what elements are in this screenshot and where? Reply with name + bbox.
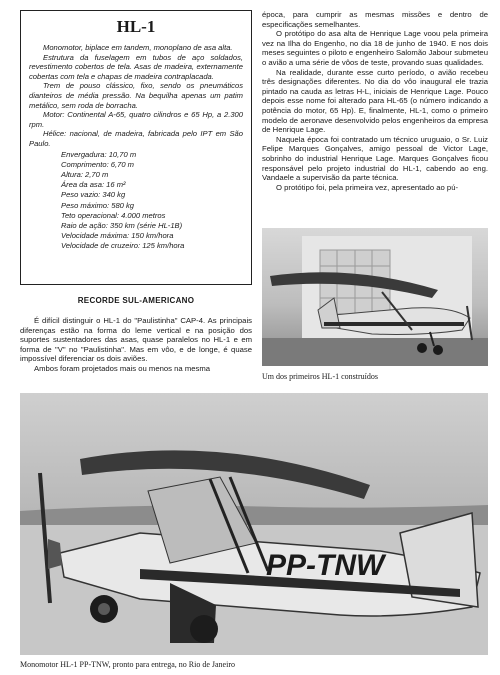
aircraft-photo-hangar [262, 228, 488, 366]
aircraft-hangar-illustration [262, 228, 488, 366]
fuselage-stripe [324, 322, 464, 326]
photo-caption: Um dos primeiros HL-1 construídos [262, 372, 378, 381]
spec-row: Velocidade máxima: 150 km/hora [61, 231, 174, 241]
spec-box [20, 10, 252, 285]
spec-paragraph: Trem de pouso clássico, fixo, sendo os pneumáticos dianteiros de média pressão. Na bequilha apenas um patim metálico, sem roda de borracha. [29, 81, 243, 110]
spec-row: Peso vazio: 340 kg [61, 190, 126, 200]
article-paragraph: Na realidade, durante esse curto período, o avião recebeu três designações diferentes. No dia do vôo inaugural ele trazia pintado na cauda as letras H-L, iniciais de Henrique Lage. Pouco depois esse nome foi alterado para HL-65 (o número indicando a potência do motor, 65 Hp). E, finalmente, HL-1, como o primeiro modelo de aeronave desenvolvido pelos engenheiros da empresa de Henrique Lage. [262, 67, 488, 135]
article-paragraph: É difícil distinguir o HL-1 do "Paulistinha" CAP-4. As principais diferenças estão na forma do leme vertical e na posição dos suportes sustentadores das asas, quase paralelos no HL-1 e em forma de "V" no "Paulistinha". Mas em vôo, e de longe, é quase impossível diferenciar os dois aviões. [20, 316, 252, 364]
spec-paragraph: Monomotor, biplace em tandem, monoplano de asa alta. [43, 43, 233, 52]
spec-row: Raio de ação: 350 km (série HL-1B) [61, 220, 183, 230]
article-paragraph: O protótipo do asa alta de Henrique Lage voou pela primeira vez na Ilha do Engenho, no dia 18 de junho de 1940. E nos dois meses seguintes o piloto e engenheiro Salomão Jabour submeteu o avião a uma série de vôos de teste, provando suas qualidades. [262, 29, 488, 67]
article-paragraph: Naquela época foi contratado um técnico uruguaio, o Sr. Luiz Felipe Marques Gonçalves, amigo pessoal de Victor Lage, sobrinho do industrial Henrique Lage. Marques Gonçalves ficou responsável pelo projeto industrial do HL-1, cabendo ao eng. Vandaele a supervisão da parte técnica. [262, 134, 488, 183]
left-column [20, 316, 252, 374]
spec-list [29, 150, 243, 252]
spec-row: Teto operacional: 4.000 metros [61, 210, 166, 220]
aircraft-pp-tnw-illustration [20, 393, 488, 655]
article-paragraph: O protótipo foi, pela primeira vez, apresentado ao pú- [276, 182, 459, 192]
wheel [417, 343, 427, 353]
spec-paragraph: Hélice: nacional, de madeira, fabricada pelo IPT em São Paulo. [29, 129, 243, 148]
spec-paragraph: Estrutura da fuselagem em tubos de aço soldados, revestimento cobertos de tela. Asas de madeira, externamente cobertas com tela e chapas de madeira contraplacada. [29, 52, 243, 81]
spec-row: Comprimento: 6,70 m [61, 159, 135, 169]
photo-caption: Monomotor HL-1 PP-TNW, pronto para entrega, no Rio de Janeiro [20, 660, 235, 669]
right-column [262, 10, 488, 192]
article-paragraph: Ambos foram projetados mais ou menos na mesma [34, 363, 211, 373]
spec-row: Velocidade de cruzeiro: 125 km/hora [61, 241, 185, 251]
engine-cowling [48, 539, 62, 569]
wheel [190, 615, 218, 643]
spec-paragraph: Motor: Continental A-65, quatro cilindros e 65 Hp, a 2.300 rpm. [29, 110, 243, 129]
spec-row: Peso máximo: 580 kg [61, 200, 135, 210]
wheel [433, 345, 443, 355]
spec-title: HL-1 [116, 17, 156, 36]
aircraft-photo-pp-tnw [20, 393, 488, 655]
spec-row: Altura: 2,70 m [61, 169, 109, 179]
section-heading: RECORDE SUL-AMERICANO [77, 296, 195, 305]
ground [262, 338, 488, 366]
article-paragraph: época, para cumprir as mesmas missões e dentro de especificações semelhantes. [262, 10, 488, 29]
registration-mark: PP-TNW [266, 549, 385, 582]
spec-row: Área da asa: 16 m² [61, 180, 126, 190]
distant-hills [20, 505, 488, 525]
spec-row: Envergadura: 10,70 m [61, 149, 137, 159]
wheel-hub [98, 603, 110, 615]
